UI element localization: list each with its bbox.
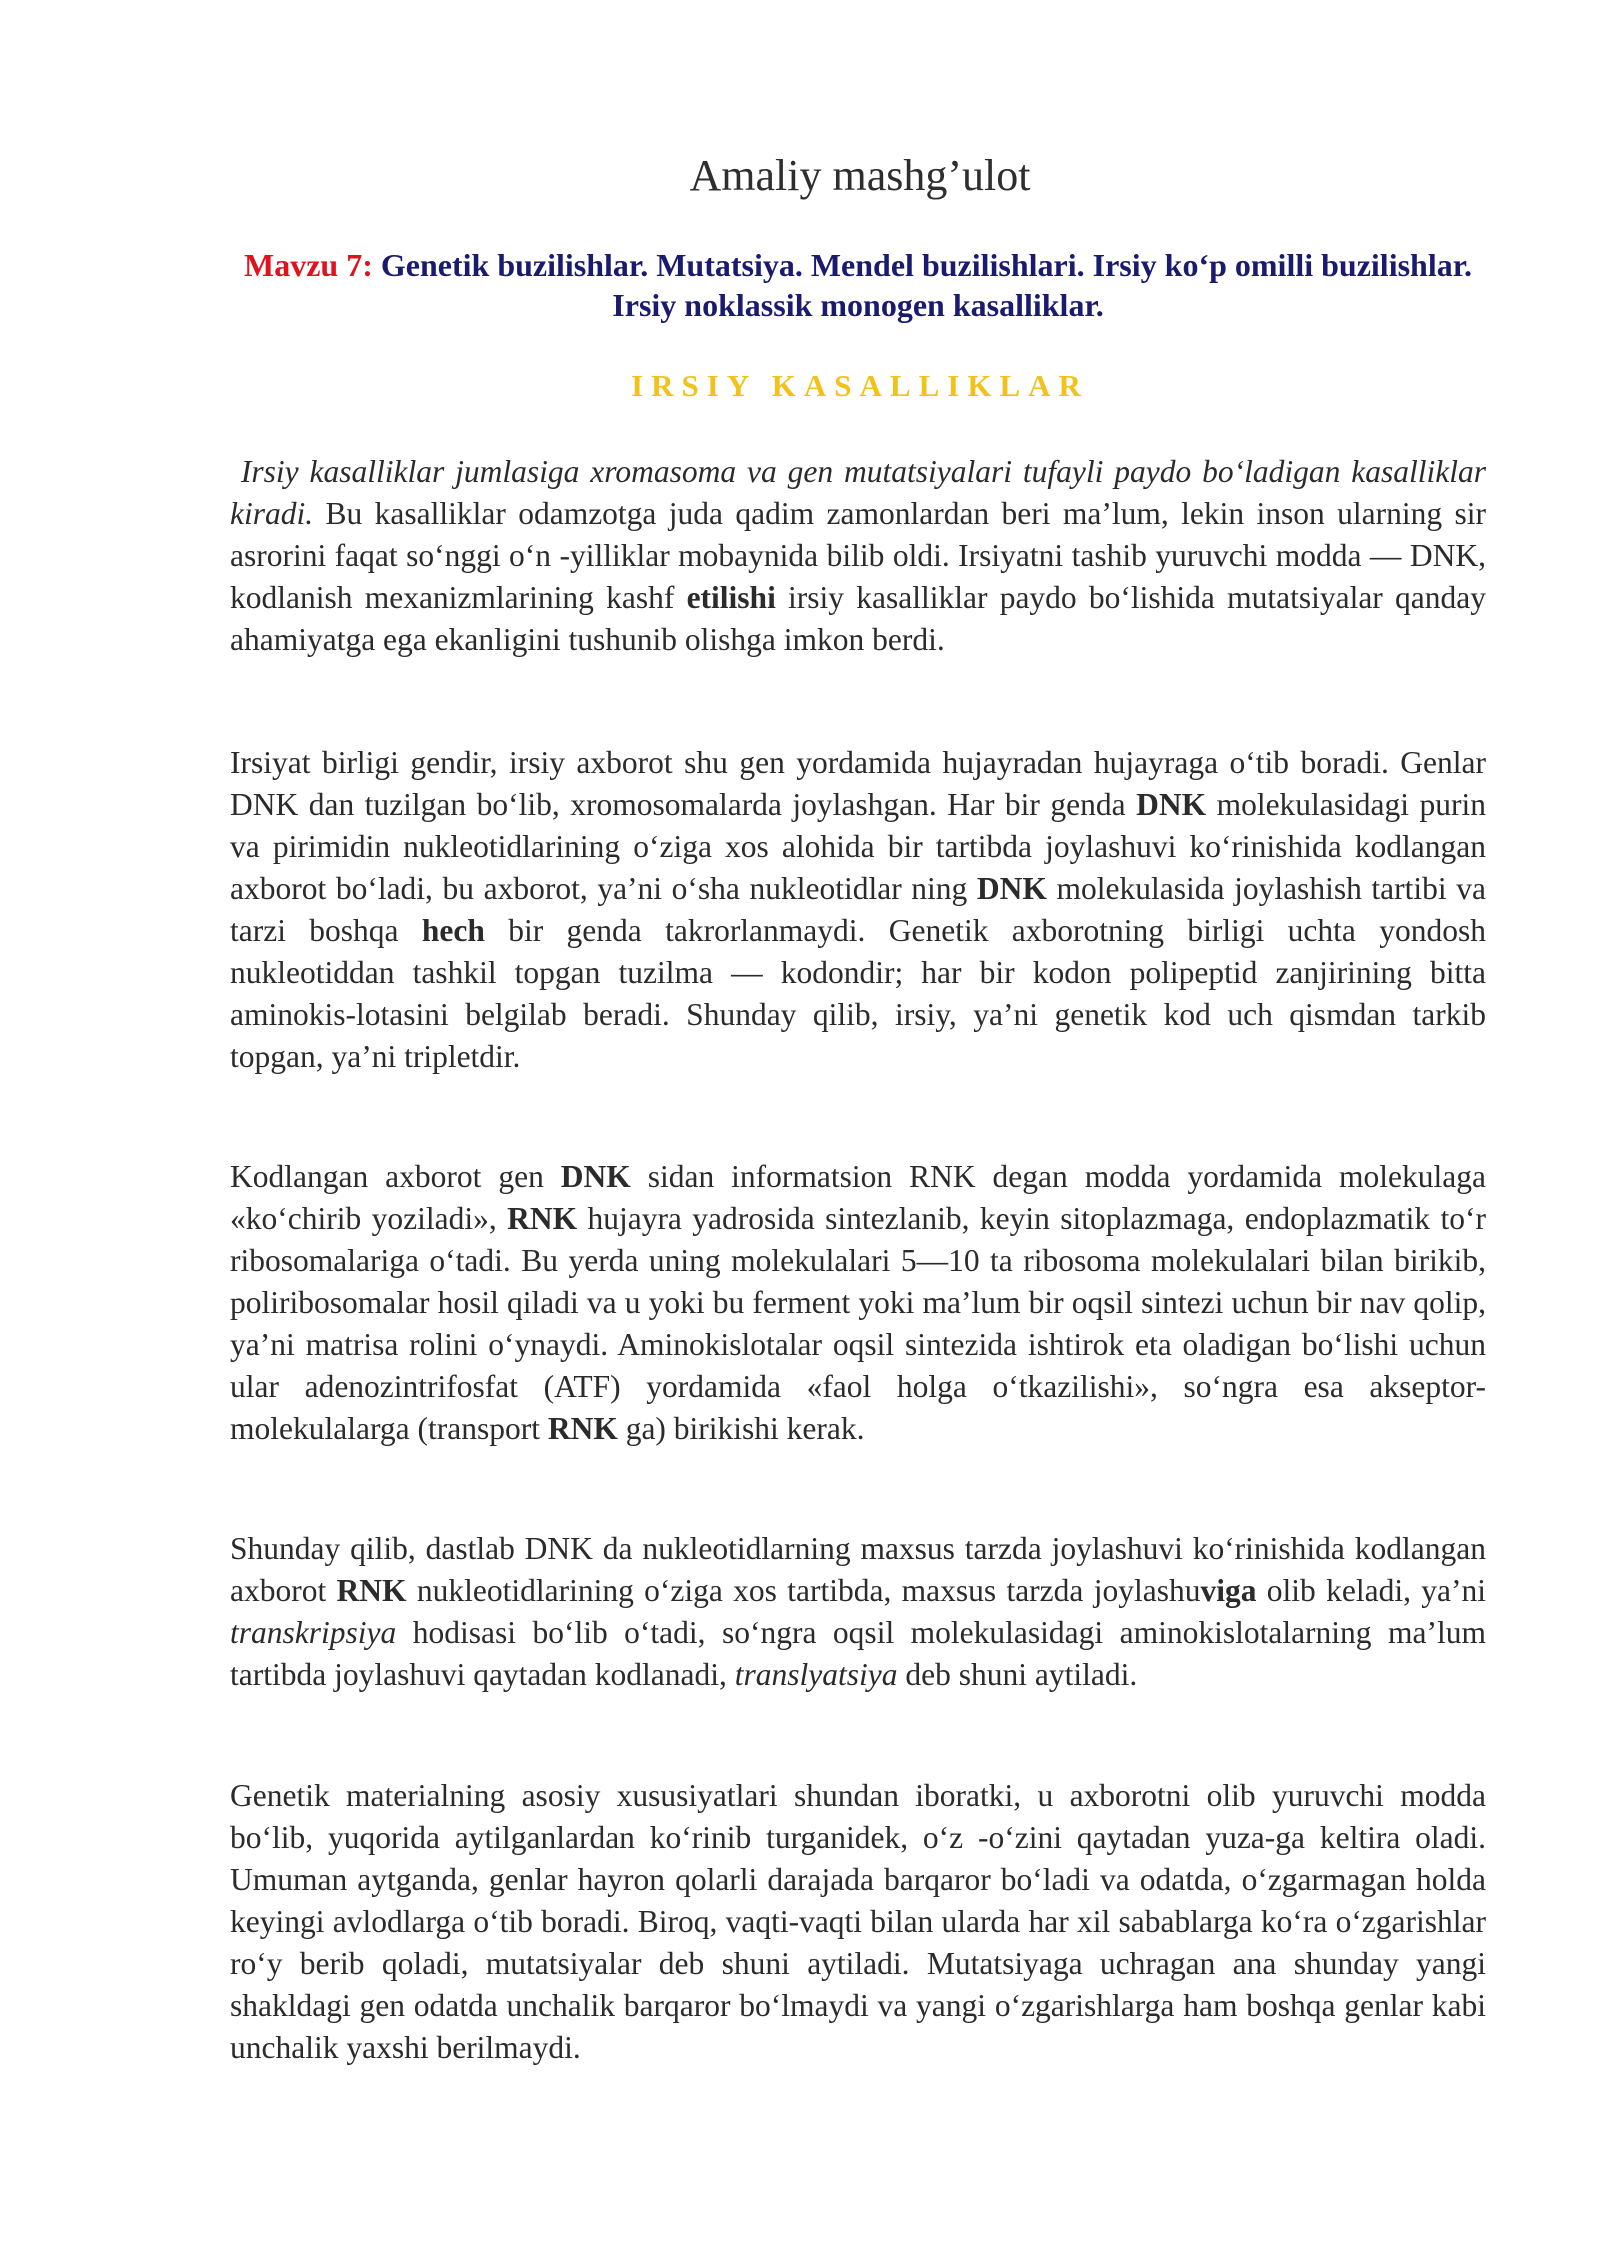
paragraph-4 [230,1528,1486,1696]
p3-text-2: sidan informatsion RNK degan modda yordamida molekulaga «koʻchirib yoziladi», [230,1159,1487,1236]
paragraph-3 [230,1156,1486,1450]
page-title: Amaliy mashg’ulot [689,151,1031,200]
topic-heading [230,245,1486,325]
p3-bold-3: RNK [547,1411,618,1446]
p4-text-5: deb shuni aytiladi. [897,1657,1138,1692]
p4-text-3: olib keladi, ya’ni [1256,1573,1486,1608]
p1-bold-1: etilishi [686,580,776,615]
p4-italic-1: transkripsiya [230,1615,397,1650]
p4-text-4: hodisasi boʻlib oʻtadi, soʻngra oqsil molekulasidagi aminokislotalarning ma’lum tartibda joylashuvi qaytadan kodlanadi, [230,1615,1486,1692]
section-heading: IRSIY KASALLIKLAR [631,368,1089,403]
p2-text-2: molekulasidagi purin va pirimidin nukleotidlarining oʻziga xos alohida bir tartibda joylashuvi koʻrinishida kodlangan axborot boʻladi, bu axborot, ya’ni oʻsha nukleotidlar ning [230,787,1487,906]
paragraph-2 [230,742,1486,1078]
p4-text-1: Shunday qilib, dastlab DNK da nukleotidlarning maxsus tarzda joylashuvi koʻrinishida kodlangan axborot [230,1531,1486,1608]
p3-text-3: hujayra yadrosida sintezlanib, keyin sitoplazmaga, endoplazmatik toʻr ribosomalariga oʻtadi. Bu yerda uning molekulalari 5—10 ta ribosoma molekulalari bilan birikib, poliribosomalar hosil qiladi va u yoki bu ferment yoki ma’lum bir oqsil sintezi uchun bir nav qolip, ya’ni matrisa rolini oʻynaydi. Aminokislotalar oqsil sintezida ishtirok eta oladigan boʻlishi uchun ular adenozintrifosfat (ATF) yordamida «faol holga oʻtkazilishi», soʻngra esa akseptor-molekulalarga (transport [230,1201,1486,1446]
p2-text-3: molekulasida joylashish tartibi va tarzi boshqa [230,871,1486,948]
p3-text-1: Kodlangan axborot gen [230,1159,561,1194]
p2-text-1: Irsiyat birligi gendir, irsiy axborot shu gen yordamida hujayradan hujayraga oʻtib boradi. Genlar DNK dan tuzilgan boʻlib, xromosomalarda joylashgan. Har bir genda [230,745,1486,822]
p1-italic: Irsiy kasalliklar jumlasiga xromasoma va gen mutatsiyalari tufayli paydo boʻladigan kasalliklar kiradi. [230,454,1486,531]
p4-italic-2: translyatsiya [734,1657,898,1692]
p2-bold-3: hech [421,913,485,948]
topic-label: Mavzu 7: [244,247,373,283]
paragraph-5 [230,1775,1486,2069]
p1-text-2: irsiy kasalliklar paydo boʻlishida mutatsiyalar qanday ahamiyatga ega ekanligini tushunib olishga imkon berdi. [230,580,1486,657]
p4-bold-1: RNK [336,1573,407,1608]
p4-text-2: nukleotidlarining oʻziga xos tartibda, maxsus tarzda joylashu [406,1573,1201,1608]
p1-text-1: Bu kasalliklar odamzotga juda qadim zamonlardan beri ma’lum, lekin inson ularning sir asrorini faqat soʻnggi oʻn -yilliklar mobaynida bilib oldi. Irsiyatni tashib yuruvchi modda — DNK, kodlanish mexanizmlarining kashf [230,496,1486,615]
p3-text-4: ga) birikishi kerak. [617,1411,865,1446]
p3-bold-1: DNK [560,1159,631,1194]
p3-bold-2: RNK [507,1201,578,1236]
p2-text-4: bir genda takrorlanmaydi. Genetik axborotning birligi uchta yondosh nukleotiddan tashkil topgan tuzilma — kodondir; har bir kodon polipeptid zanjirining bitta aminokis-lotasini belgilab beradi. Shunday qilib, irsiy, ya’ni genetik kod uch qismdan tarkib topgan, ya’ni tripletdir. [230,913,1486,1074]
topic-text: Genetik buzilishlar. Mutatsiya. Mendel buzilishlari. Irsiy koʻp omilli buzilishlar. Irsiy noklassik monogen kasalliklar. [380,247,1472,323]
p2-bold-1: DNK [1136,787,1207,822]
p2-bold-2: DNK [976,871,1047,906]
paragraph-1 [230,451,1486,661]
p5-text-1: Genetik materialning asosiy xususiyatlari shundan iboratki, u axborotni olib yuruvchi modda boʻlib, yuqorida aytilganlardan koʻrinib turganidek, oʻz -oʻzini qaytadan yuza-ga keltira oladi. Umuman aytganda, genlar hayron qolarli darajada barqaror boʻladi va odatda, oʻzgarmagan holda keyingi avlodlarga oʻtib boradi. Biroq, vaqti-vaqti bilan ularda har xil sabablarga koʻra oʻzgarishlar roʻy berib qoladi, mutatsiyalar deb shuni aytiladi. Mutatsiyaga uchragan ana shunday yangi shakldagi gen odatda unchalik barqaror boʻlmaydi va yangi oʻzgarishlarga ham boshqa genlar kabi unchalik yaxshi berilmaydi. [230,1778,1486,2065]
p4-bold-2: viga [1200,1573,1257,1608]
